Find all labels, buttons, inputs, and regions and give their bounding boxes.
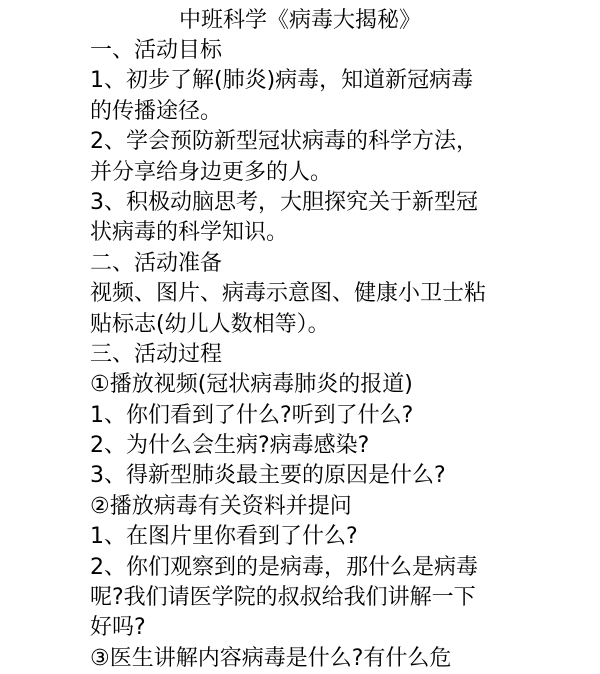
text-line: 贴标志(幼儿人数相等）。: [90, 311, 330, 337]
text-line: ②播放病毒有关资料并提问: [90, 493, 352, 519]
text-line: 2、学会预防新型冠状病毒的科学方法，: [90, 129, 478, 155]
text-line: 3、积极动脑思考，大胆探究关于新型冠: [90, 189, 478, 215]
text-line: ①播放视频(冠状病毒肺炎的报道): [90, 372, 413, 398]
text-line: 2、你们观察到的是病毒，那什么是病毒: [90, 554, 478, 580]
text-line: 3、得新型肺炎最主要的原因是什么?: [90, 463, 446, 489]
text-line: 并分享给身边更多的人。: [90, 159, 333, 185]
text-line: 好吗?: [90, 615, 146, 641]
text-line: 1、在图片里你看到了什么?: [90, 524, 358, 550]
text-line: 状病毒的科学知识。: [90, 220, 289, 246]
text-line: 呢?我们请医学院的叔叔给我们讲解一下: [90, 585, 476, 611]
document-title: 中班科学《病毒大揭秘》: [178, 8, 421, 33]
document-body: [90, 36, 590, 674]
text-line: 视频、图片、病毒示意图、健康小卫士粘: [90, 281, 487, 307]
text-line-section-3-heading: 三、活动过程: [90, 341, 223, 367]
text-line-section-1-heading: 一、活动目标: [90, 38, 223, 63]
text-line: 1、你们看到了什么?听到了什么?: [90, 402, 414, 428]
text-line: 的传播途径。: [90, 98, 223, 124]
text-line: 2、为什么会生病?病毒感染?: [90, 433, 370, 459]
text-line: ③医生讲解内容病毒是什么?有什么危: [90, 645, 452, 671]
text-line-section-2-heading: 二、活动准备: [90, 250, 223, 276]
text-line: 1、初步了解(肺炎)病毒，知道新冠病毒: [90, 68, 474, 94]
